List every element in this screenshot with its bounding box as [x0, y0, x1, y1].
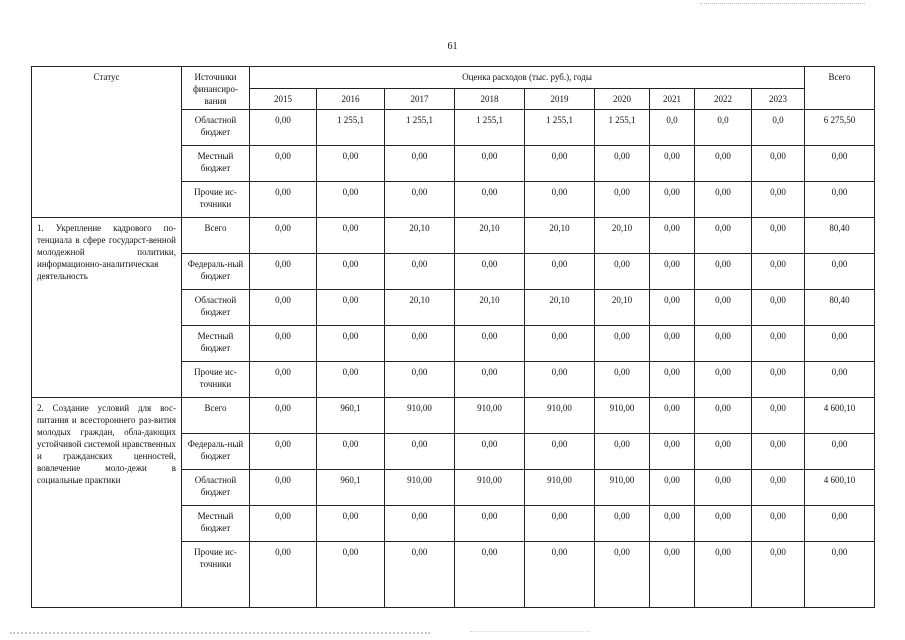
source-cell: Всего [182, 218, 250, 254]
value-cell: 910,00 [525, 398, 595, 434]
total-cell: 0,00 [805, 254, 875, 290]
total-cell: 0,00 [805, 362, 875, 398]
value-cell: 0,00 [752, 326, 805, 362]
value-cell: 0,00 [385, 362, 455, 398]
value-cell: 0,00 [455, 362, 525, 398]
value-cell: 0,00 [385, 506, 455, 542]
header-row [32, 67, 875, 89]
value-cell: 960,1 [317, 398, 385, 434]
value-cell: 0,00 [525, 146, 595, 182]
value-cell: 910,00 [455, 398, 525, 434]
value-cell: 0,00 [525, 542, 595, 608]
value-cell: 0,00 [250, 470, 317, 506]
total-cell: 6 275,50 [805, 110, 875, 146]
header-sources: Источники финансиро-вания [182, 67, 250, 110]
total-cell: 0,00 [805, 182, 875, 218]
header-year: 2018 [455, 89, 525, 110]
value-cell: 910,00 [595, 470, 650, 506]
value-cell: 0,00 [595, 146, 650, 182]
value-cell: 0,00 [595, 254, 650, 290]
source-cell: Местный бюджет [182, 326, 250, 362]
value-cell: 0,00 [695, 290, 752, 326]
source-cell: Прочие ис-точники [182, 182, 250, 218]
source-cell: Прочие ис-точники [182, 542, 250, 608]
value-cell: 20,10 [525, 218, 595, 254]
value-cell: 1 255,1 [595, 110, 650, 146]
value-cell: 1 255,1 [385, 110, 455, 146]
value-cell: 0,0 [695, 110, 752, 146]
value-cell: 0,00 [650, 290, 695, 326]
value-cell: 0,00 [650, 182, 695, 218]
scan-edge-line [470, 631, 590, 632]
value-cell: 0,00 [250, 146, 317, 182]
value-cell: 0,00 [695, 542, 752, 608]
value-cell: 0,00 [650, 254, 695, 290]
value-cell: 0,00 [695, 146, 752, 182]
table-row [32, 398, 875, 434]
value-cell: 0,00 [385, 326, 455, 362]
value-cell: 20,10 [595, 290, 650, 326]
value-cell: 0,00 [752, 182, 805, 218]
value-cell: 0,00 [650, 434, 695, 470]
value-cell: 0,00 [250, 434, 317, 470]
value-cell: 0,00 [317, 362, 385, 398]
value-cell: 0,00 [650, 506, 695, 542]
value-cell: 20,10 [455, 218, 525, 254]
value-cell: 0,00 [525, 434, 595, 470]
value-cell: 0,00 [317, 326, 385, 362]
value-cell: 910,00 [455, 470, 525, 506]
value-cell: 910,00 [595, 398, 650, 434]
source-cell: Всего [182, 398, 250, 434]
value-cell: 0,00 [385, 146, 455, 182]
value-cell: 0,00 [250, 182, 317, 218]
value-cell: 0,00 [752, 362, 805, 398]
value-cell: 0,00 [695, 398, 752, 434]
value-cell: 20,10 [455, 290, 525, 326]
value-cell: 0,00 [455, 182, 525, 218]
value-cell: 0,00 [752, 290, 805, 326]
value-cell: 0,00 [752, 542, 805, 608]
header-year: 2015 [250, 89, 317, 110]
value-cell: 0,00 [317, 182, 385, 218]
value-cell: 0,00 [317, 434, 385, 470]
value-cell: 0,00 [695, 254, 752, 290]
source-cell: Местный бюджет [182, 146, 250, 182]
value-cell: 0,00 [595, 434, 650, 470]
value-cell: 0,0 [752, 110, 805, 146]
header-status: Статус [32, 67, 182, 218]
status-cell: 2. Создание условий для вос-питания и всестороннего раз-вития молодых граждан, обла-дающих устойчивой системой нравственных и гражданских ценностей, вовлечение моло-дежи в социальные практики [32, 398, 182, 608]
total-cell: 0,00 [805, 146, 875, 182]
value-cell: 0,00 [525, 254, 595, 290]
value-cell: 20,10 [385, 290, 455, 326]
scan-edge-line [10, 632, 430, 634]
header-year: 2020 [595, 89, 650, 110]
value-cell: 0,00 [250, 506, 317, 542]
budget-table [31, 66, 875, 608]
total-cell: 0,00 [805, 542, 875, 608]
page-number: 61 [447, 41, 458, 52]
header-year: 2019 [525, 89, 595, 110]
value-cell: 0,00 [455, 146, 525, 182]
value-cell: 0,00 [525, 326, 595, 362]
total-cell: 0,00 [805, 434, 875, 470]
value-cell: 910,00 [385, 398, 455, 434]
source-cell: Федераль-ный бюджет [182, 434, 250, 470]
value-cell: 0,00 [455, 542, 525, 608]
value-cell: 0,00 [650, 326, 695, 362]
value-cell: 0,00 [752, 398, 805, 434]
value-cell: 0,00 [317, 254, 385, 290]
value-cell: 0,00 [385, 542, 455, 608]
value-cell: 20,10 [525, 290, 595, 326]
value-cell: 0,00 [250, 254, 317, 290]
value-cell: 0,00 [525, 182, 595, 218]
value-cell: 0,00 [695, 362, 752, 398]
total-cell: 80,40 [805, 218, 875, 254]
source-cell: Областной бюджет [182, 110, 250, 146]
total-cell: 4 600,10 [805, 398, 875, 434]
header-year: 2023 [752, 89, 805, 110]
value-cell: 0,00 [752, 218, 805, 254]
value-cell: 0,00 [695, 470, 752, 506]
value-cell: 0,00 [250, 398, 317, 434]
value-cell: 0,00 [752, 470, 805, 506]
value-cell: 0,00 [595, 506, 650, 542]
header-estimate: Оценка расходов (тыс. руб.), годы [250, 67, 805, 89]
status-cell: 1. Укрепление кадрового по-тенциала в сфере государст-венной молодежной политики, информационно-аналитическая деятельность [32, 218, 182, 398]
value-cell: 0,00 [695, 218, 752, 254]
value-cell: 0,00 [525, 362, 595, 398]
total-cell: 4 600,10 [805, 470, 875, 506]
value-cell: 0,00 [455, 434, 525, 470]
value-cell: 1 255,1 [455, 110, 525, 146]
value-cell: 0,00 [650, 398, 695, 434]
header-year: 2016 [317, 89, 385, 110]
value-cell: 1 255,1 [317, 110, 385, 146]
total-cell: 0,00 [805, 506, 875, 542]
table-body [32, 67, 875, 608]
value-cell: 0,00 [595, 362, 650, 398]
total-cell: 0,00 [805, 326, 875, 362]
value-cell: 1 255,1 [525, 110, 595, 146]
value-cell: 0,00 [752, 146, 805, 182]
value-cell: 0,00 [455, 254, 525, 290]
value-cell: 0,00 [385, 434, 455, 470]
value-cell: 20,10 [595, 218, 650, 254]
source-cell: Местный бюджет [182, 506, 250, 542]
value-cell: 0,00 [317, 542, 385, 608]
value-cell: 0,00 [250, 290, 317, 326]
source-cell: Областной бюджет [182, 290, 250, 326]
value-cell: 910,00 [385, 470, 455, 506]
source-cell: Федераль-ный бюджет [182, 254, 250, 290]
value-cell: 0,00 [752, 506, 805, 542]
value-cell: 0,00 [752, 434, 805, 470]
total-cell: 80,40 [805, 290, 875, 326]
value-cell: 0,00 [650, 470, 695, 506]
value-cell: 0,00 [695, 434, 752, 470]
value-cell: 0,00 [695, 506, 752, 542]
value-cell: 0,00 [250, 218, 317, 254]
value-cell: 0,00 [250, 542, 317, 608]
value-cell: 0,00 [650, 218, 695, 254]
value-cell: 0,00 [650, 542, 695, 608]
value-cell: 0,00 [695, 182, 752, 218]
value-cell: 0,00 [385, 182, 455, 218]
header-total: Всего [805, 67, 875, 110]
source-cell: Областной бюджет [182, 470, 250, 506]
value-cell: 0,00 [317, 290, 385, 326]
table-row [32, 218, 875, 254]
value-cell: 0,00 [250, 326, 317, 362]
value-cell: 0,00 [595, 182, 650, 218]
header-year: 2017 [385, 89, 455, 110]
value-cell: 0,00 [525, 506, 595, 542]
value-cell: 0,00 [250, 110, 317, 146]
value-cell: 0,00 [650, 362, 695, 398]
value-cell: 20,10 [385, 218, 455, 254]
value-cell: 0,0 [650, 110, 695, 146]
value-cell: 0,00 [455, 506, 525, 542]
source-cell: Прочие ис-точники [182, 362, 250, 398]
value-cell: 910,00 [525, 470, 595, 506]
value-cell: 0,00 [595, 542, 650, 608]
value-cell: 0,00 [595, 326, 650, 362]
value-cell: 0,00 [455, 326, 525, 362]
value-cell: 0,00 [250, 362, 317, 398]
value-cell: 0,00 [752, 254, 805, 290]
value-cell: 0,00 [385, 254, 455, 290]
header-year: 2021 [650, 89, 695, 110]
value-cell: 0,00 [317, 506, 385, 542]
scan-edge-line [700, 3, 865, 4]
value-cell: 0,00 [317, 218, 385, 254]
value-cell: 0,00 [317, 146, 385, 182]
header-year: 2022 [695, 89, 752, 110]
value-cell: 0,00 [650, 146, 695, 182]
value-cell: 0,00 [695, 326, 752, 362]
value-cell: 960,1 [317, 470, 385, 506]
